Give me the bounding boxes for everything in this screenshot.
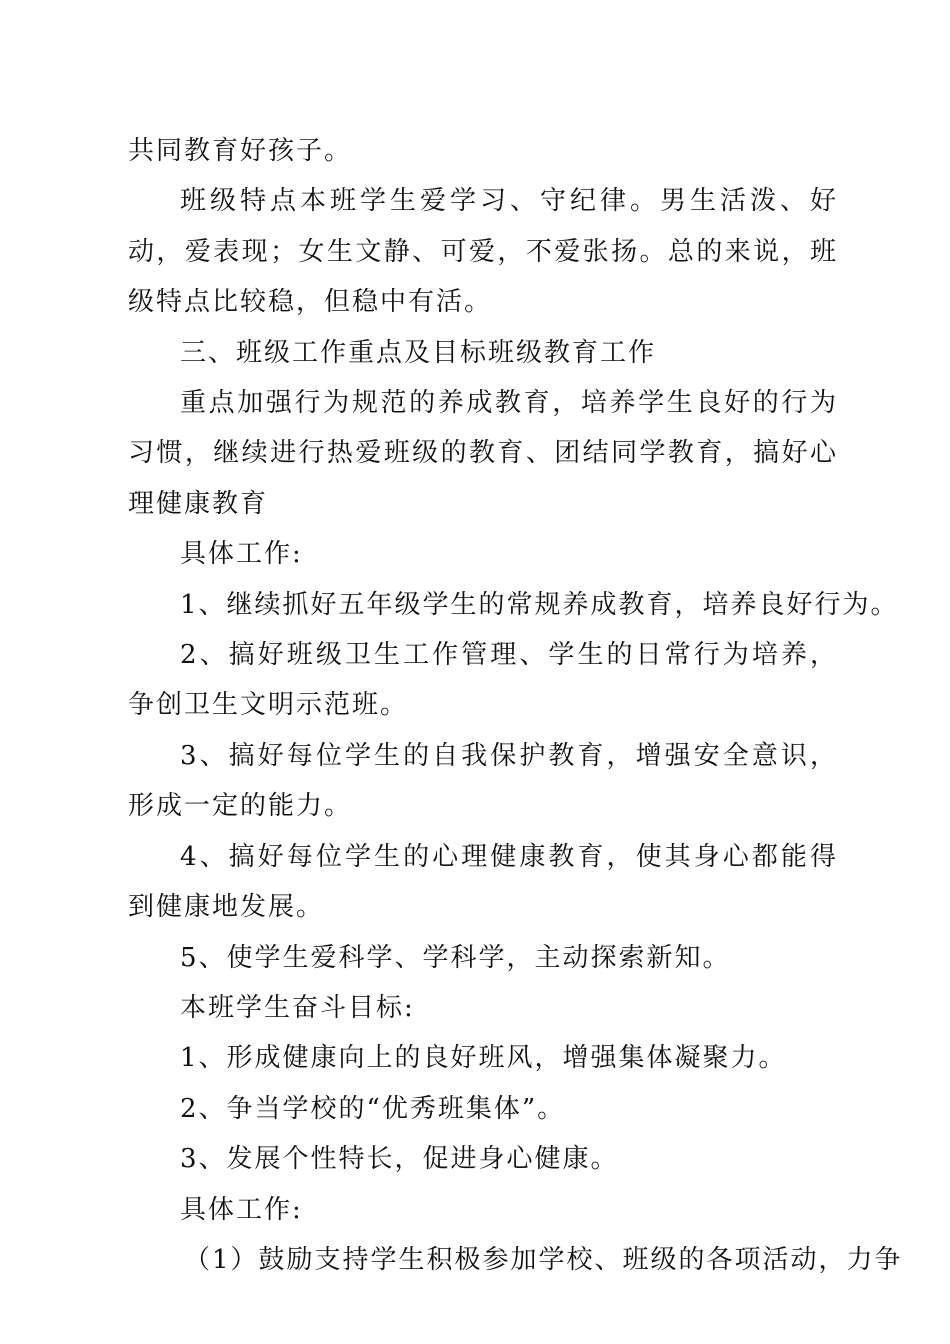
list-item: 1、形成健康向上的良好班风，增强集体凝聚力。 [180, 1043, 787, 1074]
list-item: 1、继续抓好五年级学生的常规养成教育，培养良好行为。 [180, 589, 899, 620]
list-item: 5、使学生爱科学、学科学，主动探索新知。 [180, 942, 731, 973]
section-heading: 三、班级工作重点及目标班级教育工作 [180, 337, 657, 368]
list-item: 3、发展个性特长，促进身心健康。 [180, 1144, 619, 1175]
list-item: 2、争当学校的“优秀班集体”。 [180, 1093, 566, 1124]
list-item: 3、搞好每位学生的自我保护教育，增强安全意识，形成一定的能力。 [128, 740, 838, 822]
document-body [128, 126, 903, 1285]
list-item: 2、搞好班级卫生工作管理、学生的日常行为培养，争创卫生文明示范班。 [128, 640, 838, 721]
list-item: （1）鼓励支持学生积极参加学校、班级的各项活动，力争 [184, 1244, 903, 1275]
list-item: 4、搞好每位学生的心理健康教育，使其身心都能得到健康地发展。 [128, 841, 838, 923]
paragraph: 班级特点本班学生爱学习、守纪律。男生活泼、好动，爱表现；女生文静、可爱，不爱张扬。总的来说，班级特点比较稳，但稳中有活。 [128, 186, 838, 318]
paragraph: 重点加强行为规范的养成教育，培养学生良好的行为习惯，继续进行热爱班级的教育、团结同学教育，搞好心理健康教育 [128, 388, 838, 519]
subheading: 具体工作: [180, 539, 303, 570]
paragraph: 共同教育好孩子。 [128, 136, 353, 166]
subheading: 具体工作: [180, 1194, 303, 1225]
subheading: 本班学生奋斗目标: [180, 992, 415, 1023]
